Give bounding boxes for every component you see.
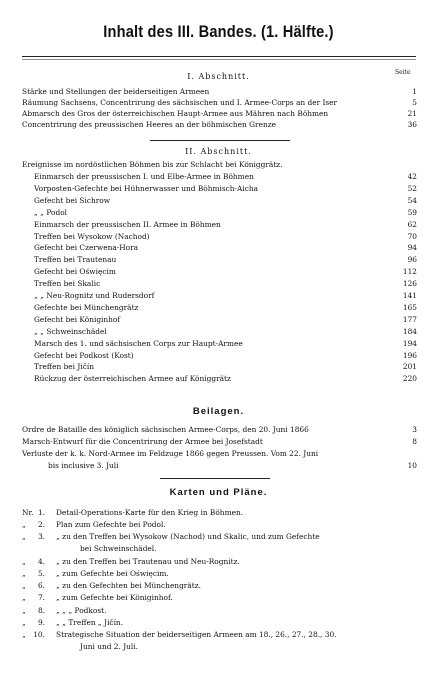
toc-entry-text: Ordre de Bataille des königlich sächsischen Armee-Corps, den 20. Juni 1866 bbox=[22, 425, 309, 434]
toc-entry-page: 42 bbox=[407, 172, 417, 181]
toc-entry-text: Treffen bei Skalic bbox=[34, 279, 101, 289]
toc-entry-text: „ „ Podol bbox=[34, 207, 68, 217]
toc-entry-text: Stärke und Stellungen der beiderseitigen Armeen bbox=[22, 87, 210, 96]
plan-text: „ zum Gefechte bei Königinhof. bbox=[56, 593, 173, 602]
plan-prefix: „ bbox=[22, 630, 26, 639]
plan-number: 9. bbox=[37, 618, 45, 627]
toc-entry-text: Vorposten-Gefechte bei Hühnerwasser und Böhmisch-Aicha bbox=[34, 183, 259, 193]
plan-prefix: „ bbox=[22, 569, 26, 578]
plan-number: 8. bbox=[37, 606, 45, 615]
toc-entry-text: bis inclusive 3. Juli bbox=[48, 461, 119, 470]
toc-entry-text: Gefecht bei Czerwena-Hora bbox=[34, 243, 139, 253]
toc-entry-text: Treffen bei Trautenau bbox=[34, 255, 117, 265]
toc-entry-page: 3 bbox=[412, 425, 417, 434]
plan-text: Juni und 2. Juli. bbox=[80, 642, 138, 651]
toc-entry-page: 141 bbox=[402, 291, 417, 300]
toc-entry-page: 220 bbox=[402, 374, 417, 384]
plan-prefix: „ bbox=[22, 581, 26, 590]
toc-entry-text: „ „ Neu-Rognitz und Rudersdorf bbox=[34, 291, 155, 300]
plan-text: „ zu den Treffen bei Wysokow (Nachod) und Skalic, und zum Gefechte bbox=[56, 532, 320, 541]
plan-number: 3. bbox=[37, 532, 45, 541]
toc-entry-text: Einmarsch der preussischen II. Armee in Böhmen bbox=[34, 219, 221, 229]
section2-heading: II. Abschnitt. bbox=[185, 147, 252, 156]
toc-entry-page: 165 bbox=[402, 302, 417, 312]
toc-entry-text: Gefecht bei Sichrow bbox=[34, 195, 111, 205]
toc-entry-page: 52 bbox=[407, 183, 417, 193]
plan-number: 1. bbox=[37, 508, 45, 517]
plan-number: 7. bbox=[37, 593, 45, 602]
toc-entry-page: 8 bbox=[412, 437, 417, 446]
toc-entry-text: Concentrirung des preussischen Heeres an der böhmischen Grenze bbox=[22, 120, 276, 129]
toc-entry-text: Gefecht bei Podkost (Kost) bbox=[34, 350, 134, 360]
plan-number: 5. bbox=[37, 569, 45, 578]
toc-entry-page: 201 bbox=[402, 362, 417, 372]
plan-number: 2. bbox=[37, 520, 45, 529]
toc-entry-page: 36 bbox=[407, 120, 417, 129]
plan-text: Plan zum Gefechte bei Podol. bbox=[56, 520, 166, 529]
toc-entry-page: 184 bbox=[402, 326, 417, 336]
toc-entry-text: Verluste der k. k. Nord-Armee im Feldzuge 1866 gegen Preussen. Vom 22. Juni bbox=[22, 449, 319, 458]
plan-prefix: „ bbox=[22, 593, 26, 602]
toc-entry-text: Abmarsch des Gros der österreichischen Haupt-Armee aus Mähren nach Böhmen bbox=[22, 109, 329, 118]
plan-text: „ „ „ Podkost. bbox=[56, 606, 107, 615]
section-divider bbox=[150, 140, 290, 141]
plan-prefix: „ bbox=[22, 557, 26, 566]
plan-text: „ „ Treffen „ Jičín. bbox=[56, 618, 124, 627]
toc-entry-text: Marsch des 1. und sächsischen Corps zur Haupt-Armee bbox=[34, 338, 243, 348]
plan-text: Strategische Situation der beiderseitigen Armeen am 18., 26., 27., 28., 30. bbox=[56, 630, 337, 639]
toc-entry-text: Gefechte bei Münchengrätz bbox=[34, 302, 139, 312]
toc-entry-page: 5 bbox=[412, 98, 417, 107]
toc-entry-text: Treffen bei Jičín bbox=[34, 362, 94, 372]
plan-text: „ zum Gefechte bei Oświęcim. bbox=[56, 569, 169, 578]
toc-entry-page: 96 bbox=[407, 255, 417, 265]
plan-text: bei Schweinschädel. bbox=[80, 544, 157, 553]
toc-entry-page: 54 bbox=[407, 195, 417, 205]
plan-number: 6. bbox=[37, 581, 45, 590]
toc-entry-text: „ „ Schweinschädel bbox=[34, 326, 107, 336]
page-title: Inhalt des III. Bandes. (1. Hälfte.) bbox=[103, 22, 334, 41]
plan-text: Detail-Operations-Karte für den Krieg in Böhmen. bbox=[56, 508, 244, 517]
toc-entry-page: 10 bbox=[407, 461, 417, 470]
plan-prefix: „ bbox=[22, 520, 26, 529]
toc-entry-text: Gefecht bei Königinhof bbox=[34, 314, 121, 324]
beilagen-heading: Beilagen. bbox=[192, 406, 245, 417]
section1-heading: I. Abschnitt. bbox=[187, 72, 250, 81]
toc-entry-page: 126 bbox=[402, 279, 417, 289]
plan-prefix: Nr. bbox=[22, 508, 34, 517]
plan-number: 10. bbox=[33, 630, 45, 639]
toc-entry-page: 94 bbox=[407, 243, 417, 253]
toc-page: Inhalt des III. Bandes. (1. Hälfte.) Seite I. Abschnitt. Stärke und Stellungen der beiderseitigen Armeen 1 Räumung Sachsens, Concentrirung des sächsischen und I. Armee-Corps an der Iser 5 Abmarsch des Gros der österreichischen Haupt-Armee aus Mähren nach Böhmen 21 Concentrirung des preussischen Heeres an der böhmischen Grenze 36 II. Abschnitt. Ereignisse im nordöstlichen Böhmen bis zur Schlacht bei Königgrätz. Einmarsch der preussischen I. und Elbe-Armee in Böhmen 42 Vorposten-Gefechte bei Hühnerwasser und Böhmisch-Aicha 52 Gefecht bei Sichrow 54 „ „ Podol 59 Einmarsch der preussischen II. Armee in Böhmen 62 Treffen bei Wysokow (Nachod) 70 Gefecht bei Czerwena-Hora 94 Treffen bei Trautenau 96 Gefecht bei Oświęcim 112 Treffen bei Skalic 126 „ „ Neu-Rognitz und Rudersdorf 141 Gefechte bei Münchengrätz 165 Gefecht bei Königinhof 177 „ „ Schweinschädel 184 Marsch des 1. und sächsischen Corps zur Haupt-Armee 194 Gefecht bei Podkost (Kost) 196 Treffen bei Jičín 201 Rückzug der österreichischen Armee auf Königgrätz 220 Beilagen. Ordre de Bataille des königlich sächsischen Armee-Corps, den 20. Juni 1866 3 Marsch-Entwurf für die Concentrirung der Armee bei Josefstadt 8 Verluste der k. k. Nord-Armee im Feldzuge 1866 gegen Preussen. Vom 22. Juni bis inclusive 3. Juli 10 Karten und Pläne. Nr. 1. Detail-Operations-Karte für den Krieg in Böhmen. „ 2. Plan zum Gefechte bei Podol. „ 3. „ zu den Treffen bei Wysokow (Nachod) und Skalic, und zum Gefechte bei Schweinschädel. „ 4. „ zu den Treffen bei Trautenau und Neu-Rognitz. „ 5. „ zum Gefechte bei Oświęcim. „ 6. „ zu den Gefechten bei Münchengrätz. „ 7. „ zum Gefechte bei Königinhof. „ 8. „ „ „ Podkost. „ 9. „ „ Treffen „ Jičín. „ 10. Strategische Situation der beiderseitigen Armeen am 18., 26., 27., 28., 30. Juni und 2. Juli. bbox=[0, 0, 437, 673]
plan-text: „ zu den Treffen bei Trautenau und Neu-Rognitz. bbox=[56, 557, 240, 566]
toc-entry-page: 21 bbox=[407, 109, 417, 118]
toc-entry-text: Räumung Sachsens, Concentrirung des sächsischen und I. Armee-Corps an der Iser bbox=[22, 98, 338, 107]
plan-prefix: „ bbox=[22, 532, 26, 541]
toc-entry-text: Treffen bei Wysokow (Nachod) bbox=[34, 231, 150, 241]
toc-entry-page: 196 bbox=[402, 350, 417, 360]
toc-entry-page: 194 bbox=[402, 338, 417, 348]
toc-entry-page: 112 bbox=[402, 267, 417, 277]
title-divider-thin bbox=[22, 59, 416, 60]
seite-label: Seite bbox=[395, 69, 411, 76]
toc-entry-page: 177 bbox=[402, 314, 417, 324]
toc-entry-page: 70 bbox=[407, 231, 417, 241]
plan-prefix: „ bbox=[22, 618, 26, 627]
title-divider bbox=[22, 56, 416, 57]
toc-entry-text: Einmarsch der preussischen I. und Elbe-Armee in Böhmen bbox=[34, 172, 254, 181]
plan-prefix: „ bbox=[22, 606, 26, 615]
toc-entry-page: 1 bbox=[412, 87, 417, 96]
karten-heading: Karten und Pläne. bbox=[169, 487, 268, 498]
beilagen-divider bbox=[160, 478, 270, 479]
plan-number: 4. bbox=[37, 557, 45, 566]
toc-entry-page: 59 bbox=[407, 207, 417, 217]
plan-text: „ zu den Gefechten bei Münchengrätz. bbox=[56, 581, 201, 590]
toc-entry-text: Gefecht bei Oświęcim bbox=[34, 267, 116, 277]
toc-entry-page: 62 bbox=[407, 219, 417, 229]
toc-entry-text: Marsch-Entwurf für die Concentrirung der Armee bei Josefstadt bbox=[22, 437, 263, 446]
toc-entry-text: Rückzug der österreichischen Armee auf Königgrätz bbox=[34, 374, 231, 384]
